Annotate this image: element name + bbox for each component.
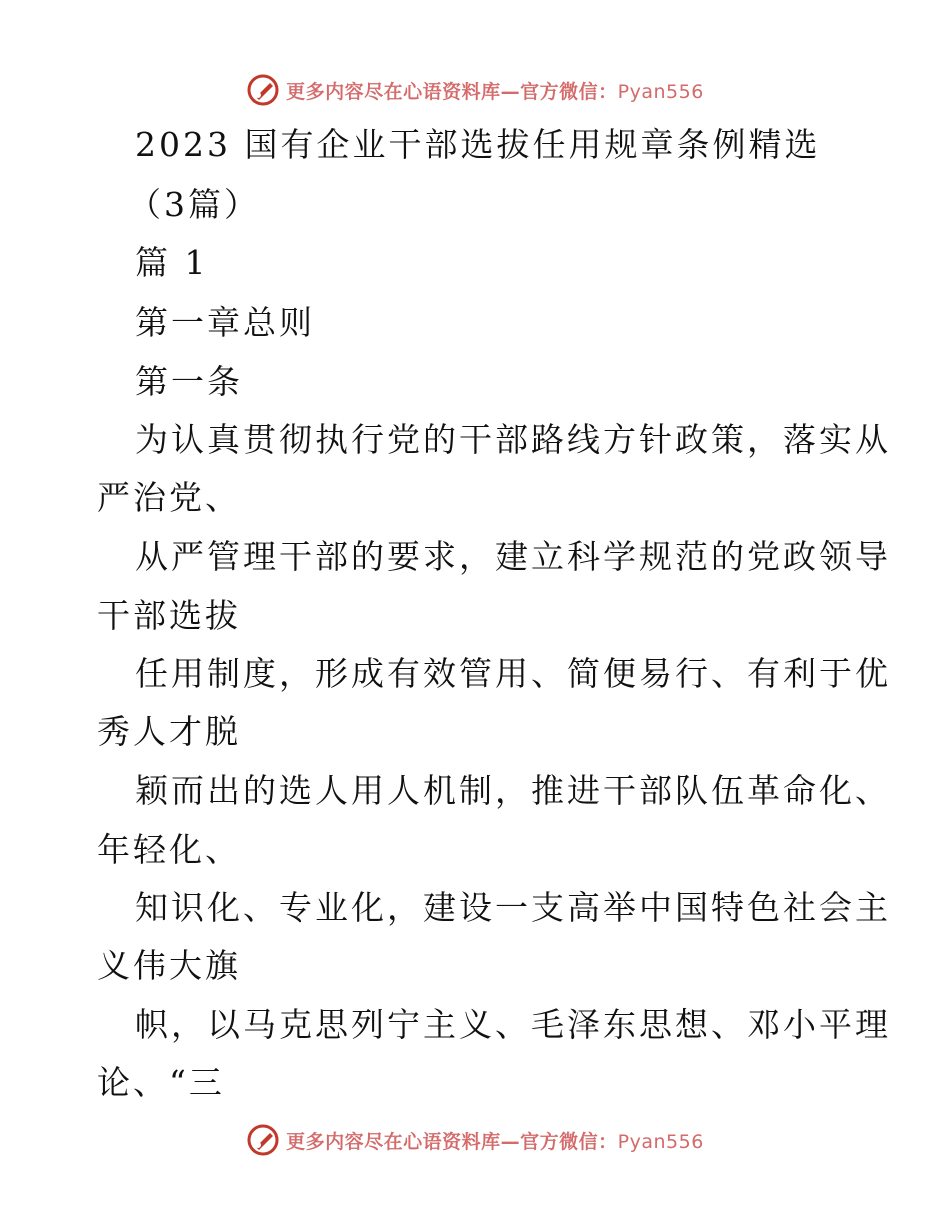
- part-heading: 篇 1: [135, 243, 209, 282]
- watermark-text: 更多内容尽在心语资料库—官方微信：Pyan556: [286, 1130, 704, 1153]
- body-line: 任用制度，形成有效管用、简便易行、有利于优: [135, 654, 891, 693]
- chapter-heading: 第一章总则: [135, 303, 315, 342]
- body-line: 知识化、专业化，建设一支高举中国特色社会主: [135, 888, 891, 927]
- document-subtitle: （3篇）: [128, 185, 260, 224]
- body-line: 颖而出的选人用人机制，推进干部队伍革命化、: [135, 771, 891, 810]
- body-line: 为认真贯彻执行党的干部路线方针政策，落实从: [135, 420, 891, 459]
- body-line: 论、“三: [97, 1063, 225, 1102]
- footer-watermark: [0, 1120, 950, 1160]
- pen-logo-icon: [246, 1123, 280, 1157]
- body-line: 帜，以马克思列宁主义、毛泽东思想、邓小平理: [135, 1005, 891, 1044]
- body-line: 从严管理干部的要求，建立科学规范的党政领导: [135, 537, 891, 576]
- watermark-text: 更多内容尽在心语资料库—官方微信：Pyan556: [286, 80, 704, 103]
- body-line: 年轻化、: [97, 830, 241, 869]
- body-line: 义伟大旗: [97, 946, 241, 985]
- body-line: 干部选拔: [97, 596, 241, 635]
- article-heading: 第一条: [135, 362, 243, 401]
- body-line: 秀人才脱: [97, 712, 241, 751]
- document-title: 2023 国有企业干部选拔任用规章条例精选: [135, 125, 821, 164]
- body-line: 严治党、: [97, 478, 241, 517]
